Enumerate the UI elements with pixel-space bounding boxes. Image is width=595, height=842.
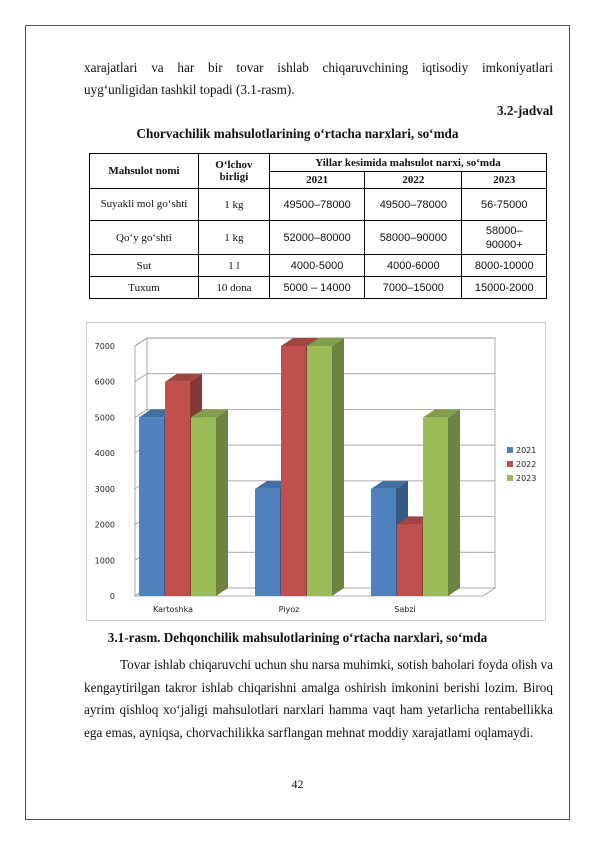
- y-tick-label: 6000: [94, 377, 115, 387]
- cell-2022: 49500–78000: [365, 189, 462, 221]
- header-year-2021: 2021: [269, 172, 364, 189]
- cell-unit: 1 l: [198, 255, 269, 277]
- cell-2023: 58000–90000+: [462, 221, 547, 255]
- legend-swatch-2023: [507, 475, 513, 481]
- y-tick-label: 0: [109, 592, 115, 601]
- cell-product: Sut: [90, 255, 199, 277]
- cell-unit: 1 kg: [198, 221, 269, 255]
- cell-2021: 4000-5000: [269, 255, 364, 277]
- bar-2023-Sabzi: [423, 417, 448, 596]
- x-tick-label: Sabzi: [394, 605, 416, 614]
- bar-2023-Kartoshka: [191, 417, 216, 596]
- cell-2022: 58000–90000: [365, 221, 462, 255]
- bar-side-2023: [216, 409, 228, 596]
- body-paragraph: Tovar ishlab chiqaruvchi uchun shu narsa muhimki, sotish baholari foyda olish va kengaytirilgan takror ishlab chiqarishni amalga oshirish imkonini berishi lozim. Biroq ayrim qishloq xo‘jaligi mahsulotlari narxlari hamma vaqt ham yetarlicha rentabellikka ega emas, ayniqsa, chorvachilikka sarflangan mehnat moddiy xarajatlami oqlamaydi.: [84, 657, 553, 740]
- bar-2022-Sabzi: [397, 525, 422, 596]
- table-title: Chorvachilik mahsulotlarining o‘rtacha narxlari, so‘mda: [136, 126, 459, 141]
- x-tick-label: Piyoz: [278, 605, 300, 614]
- intro-paragraph-line-1: xarajatlari va har bir tovar ishlab chiqaruvchining iqtisodiy imkoniyatlari: [84, 60, 553, 75]
- cell-2023: 8000-10000: [462, 255, 547, 277]
- figure-caption: 3.1-rasm. Dehqonchilik mahsulotlarining o‘rtacha narxlari, so‘mda: [107, 630, 488, 645]
- cell-unit: 10 dona: [198, 277, 269, 299]
- header-year-2022: 2022: [365, 172, 462, 189]
- y-tick-label: 7000: [94, 342, 115, 351]
- table-row: [90, 189, 547, 221]
- cell-product: Suyakli mol go‘shti: [90, 189, 199, 221]
- legend-swatch-2022: [507, 461, 513, 467]
- legend-swatch-2021: [507, 447, 513, 453]
- bar-2022-Piyoz: [281, 346, 306, 596]
- cell-2023: 15000-2000: [462, 277, 547, 299]
- table-label: 3.2-jadval: [496, 103, 553, 118]
- x-tick-label: Kartoshka: [153, 605, 193, 614]
- y-tick-label: 1000: [94, 556, 115, 566]
- page-number: 42: [291, 777, 304, 791]
- cell-2021: 52000–80000: [269, 221, 364, 255]
- cell-2021: 5000 – 14000: [269, 277, 364, 299]
- bar-2023-Piyoz: [307, 346, 332, 596]
- header-unit: O‘lchov birligi: [198, 154, 269, 189]
- cell-2021: 49500–78000: [269, 189, 364, 221]
- bar-2021-Piyoz: [255, 489, 280, 596]
- header-years-group: Yillar kesimida mahsulot narxi, so‘mda: [269, 154, 546, 172]
- bar-side-2023: [448, 409, 460, 596]
- price-table: [89, 153, 547, 299]
- chart-frame: [86, 322, 546, 621]
- bar-2022-Kartoshka: [165, 382, 190, 596]
- legend-label: 2023: [516, 474, 537, 483]
- cell-product: Tuxum: [90, 277, 199, 299]
- header-product: Mahsulot nomi: [90, 154, 199, 189]
- bar-2021-Sabzi: [371, 489, 396, 596]
- cell-product: Qo‘y go‘shti: [90, 221, 199, 255]
- header-year-2023: 2023: [462, 172, 547, 189]
- legend-label: 2021: [516, 446, 537, 455]
- table-row: [90, 255, 547, 277]
- cell-2022: 4000-6000: [365, 255, 462, 277]
- cell-unit: 1 kg: [198, 189, 269, 221]
- bar-side-2023: [332, 338, 344, 596]
- y-tick-label: 5000: [94, 413, 115, 423]
- bar-2021-Kartoshka: [139, 417, 164, 596]
- intro-paragraph-line-2: uyg‘unligidan tashkil topadi (3.1-rasm).: [84, 82, 295, 97]
- cell-2022: 7000–15000: [365, 277, 462, 299]
- table-row: [90, 277, 547, 299]
- table-row: [90, 221, 547, 255]
- legend-label: 2022: [516, 460, 537, 469]
- bar-chart: [87, 323, 545, 620]
- y-tick-label: 2000: [94, 520, 115, 530]
- cell-2023: 56-75000: [462, 189, 547, 221]
- y-tick-label: 3000: [94, 484, 115, 494]
- y-tick-label: 4000: [94, 449, 115, 459]
